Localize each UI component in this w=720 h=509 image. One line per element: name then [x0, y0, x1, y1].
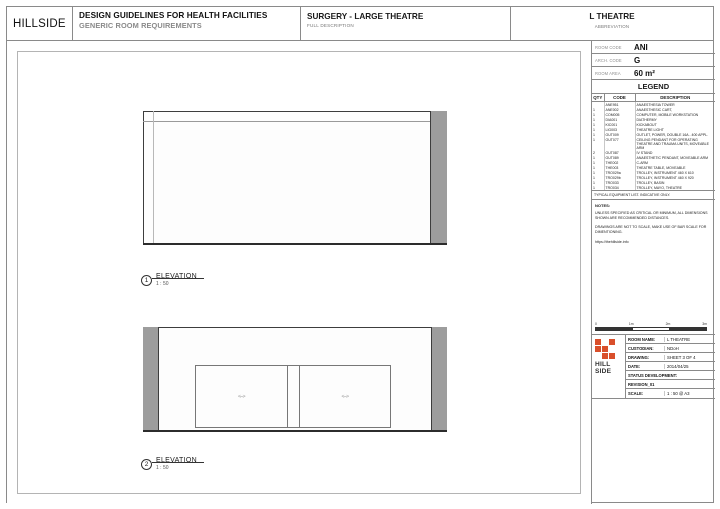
logo-wordmark — [595, 362, 623, 376]
bar-scale-tick: 3m — [702, 322, 707, 327]
logo-wordmark-line-1: HILL — [595, 361, 611, 369]
legend-note: TYPICAL EQUIPMENT LIST. INDICATIVE ONLY. — [592, 190, 715, 200]
field-status-value-row — [626, 380, 715, 389]
legend-qty: 2 — [592, 150, 604, 155]
logo-cell — [602, 346, 608, 352]
room-area-row — [592, 67, 715, 80]
room-description: SURGERY - LARGE THEATRE — [307, 12, 424, 21]
legend-desc: ANAESTHESIA TOWER — [636, 102, 675, 107]
legend-qty: 1 — [592, 180, 604, 185]
hillside-website-link[interactable]: https://thehillside.info — [595, 240, 629, 245]
field-room-name-value: L THEATRE — [664, 337, 715, 342]
legend-code: TRO029a — [604, 170, 635, 175]
elevation-2-left-wall-block — [143, 327, 159, 432]
field-status-value: REVISION_01 — [628, 381, 655, 387]
field-scale — [626, 389, 715, 398]
drawing-area — [7, 41, 592, 504]
elevation-1-tag-rule — [152, 278, 204, 279]
legend-qty: 1 — [592, 122, 604, 127]
door-leaf — [196, 366, 288, 427]
sheet-header — [7, 7, 713, 41]
legend-heading: LEGEND — [592, 80, 715, 94]
table-row — [592, 132, 715, 137]
arch-code-value: G — [634, 55, 641, 65]
elevation-1-scale: 1 : 50 — [156, 281, 169, 287]
field-scale-label: SCALE: — [628, 391, 644, 397]
elevation-1-tag — [141, 273, 197, 287]
field-drawing — [626, 353, 715, 362]
field-custodian-label: CUSTODIAN: — [628, 345, 654, 351]
legend-code: THE002 — [604, 160, 635, 165]
legend-desc: TROLLEY, INSTRUMENT 460 X 610 — [636, 170, 694, 175]
legend-code: KIC001 — [604, 122, 635, 127]
legend-desc: CEILING PENDANT FOR OPERATING THEATRE AND TRAUMA UNITS, MOVEABLE ARM — [636, 137, 709, 150]
field-date-label: DATE: — [628, 363, 641, 369]
legend-code: OUT009 — [604, 132, 635, 137]
legend-table — [592, 94, 715, 190]
legend-desc: TROLLEY, MAYO, THEATRE — [636, 185, 682, 190]
legend-desc: C-ARM — [636, 160, 648, 165]
legend-qty: 1 — [592, 112, 604, 117]
room-area-label: ROOM AREA — [595, 70, 621, 76]
notes-block — [592, 200, 715, 320]
bar-scale — [592, 320, 715, 335]
room-area-value: 60 m² — [634, 68, 655, 78]
bar-scale-tick: 0 — [595, 322, 597, 327]
brand-logo-text: HILLSIDE — [7, 7, 73, 40]
logo-grid-icon — [595, 339, 615, 359]
legend-code: ANE002 — [604, 107, 635, 112]
logo-cell — [595, 339, 601, 345]
legend-code: TRO034 — [604, 185, 635, 190]
elevation-2-drawing — [143, 327, 447, 432]
legend-code: COM005 — [604, 112, 635, 117]
legend-desc: OUTLET, POWER, DOUBLE 16A - 400 APPL. — [636, 132, 709, 137]
door-mullion — [288, 366, 300, 427]
room-code-value: ANI — [634, 42, 648, 52]
door-swing-arrow: <----> — [238, 393, 245, 400]
elevation-2-tag — [141, 457, 197, 471]
logo-wordmark-line-2: SIDE — [595, 368, 612, 376]
hillside-logo — [592, 335, 626, 398]
elevation-2-scale: 1 : 50 — [156, 465, 169, 471]
legend-qty: 1 — [592, 127, 604, 132]
bar-scale-graphic — [595, 327, 707, 331]
legend-desc: KICKABOUT — [636, 122, 657, 127]
legend-col-code: CODE — [604, 94, 635, 102]
elevation-1-title: ELEVATION — [156, 273, 197, 280]
legend-col-qty: QTY — [593, 95, 603, 100]
legend-qty: 1 — [592, 175, 604, 180]
legend-code: OUT077 — [604, 137, 635, 150]
door-swing-arrow: <----> — [341, 393, 348, 400]
field-status-label: STATUS DEVELOPMENT: — [628, 372, 677, 378]
field-room-name — [626, 335, 715, 344]
legend-desc: DIATHERMY — [636, 117, 657, 122]
bar-scale-segment — [596, 328, 633, 330]
legend-qty: 1 — [592, 185, 604, 190]
field-room-name-label: ROOM NAME: — [628, 336, 656, 342]
legend-qty: 1 — [592, 132, 604, 137]
table-row — [592, 137, 715, 150]
logo-cell — [609, 346, 615, 352]
field-drawing-label: DRAWING: — [628, 354, 650, 360]
logo-cell — [602, 353, 608, 359]
elevation-1-floor-line — [143, 243, 447, 245]
guideline-title-block — [73, 7, 301, 40]
legend-qty: 1 — [592, 117, 604, 122]
elevation-1-ceiling-line — [143, 121, 447, 122]
legend-code: THE003 — [604, 165, 635, 170]
field-custodian — [626, 344, 715, 353]
drawing-sheet — [6, 6, 714, 503]
room-abbreviation-block — [511, 7, 713, 40]
logo-cell — [609, 339, 615, 345]
legend-code: LIG003 — [604, 127, 635, 132]
legend-qty: 1 — [592, 160, 604, 165]
room-code-row — [592, 41, 715, 54]
legend-header-row — [592, 94, 715, 102]
elevation-1-left-wall-line — [153, 111, 154, 245]
elevation-2-door-assembly — [195, 365, 391, 428]
legend-qty: 1 — [592, 165, 604, 170]
legend-qty: 1 — [592, 170, 604, 175]
field-scale-value: 1 : 50 @ A3 — [664, 391, 715, 396]
logo-cell — [609, 353, 615, 359]
logo-cell — [595, 346, 601, 352]
bar-scale-tick: 1m — [628, 322, 634, 327]
field-drawing-value: SHEET 3 OF 4 — [664, 355, 715, 360]
legend-qty: 1 — [592, 155, 604, 160]
legend-desc: TROLLEY, BASIN — [636, 180, 665, 185]
bar-scale-segment — [670, 328, 706, 330]
room-abbreviation-caption: ABBREVIATION — [594, 24, 630, 29]
elevation-1-drawing — [143, 111, 447, 245]
legend-col-description: DESCRIPTION — [635, 94, 715, 102]
bar-scale-segment — [633, 328, 670, 330]
legend-code: TRO029b — [604, 175, 635, 180]
notes-heading: NOTES: — [595, 203, 611, 209]
table-row — [592, 155, 715, 160]
legend-desc: THEATRE TABLE, MOVEABLE — [636, 165, 686, 170]
legend-desc: TROLLEY, INSTRUMENT 460 X 920 — [636, 175, 694, 180]
table-row — [592, 112, 715, 117]
field-date-value: 2014/04/25 — [664, 364, 715, 369]
guideline-subtitle: GENERIC ROOM REQUIREMENTS — [79, 21, 202, 30]
elevation-2-tag-number: 2 — [141, 459, 152, 470]
legend-code: ANE951 — [604, 102, 635, 108]
legend-desc: THEATRE LIGHT — [636, 127, 664, 132]
field-date — [626, 362, 715, 371]
logo-cell — [595, 353, 601, 359]
logo-cell — [602, 339, 608, 345]
room-abbreviation: L THEATRE — [589, 12, 635, 21]
elevation-1-tag-number: 1 — [141, 275, 152, 286]
door-leaf — [300, 366, 391, 427]
legend-code: OUT087 — [604, 150, 635, 155]
title-block — [592, 335, 715, 399]
elevation-2-right-wall-block — [431, 327, 447, 432]
elevation-2-tag-rule — [152, 462, 204, 463]
title-block-fields — [626, 335, 715, 398]
elevation-1-right-wall-block — [430, 111, 447, 245]
notes-paragraph-2: DRAWINGS ARE NOT TO SCALE, MAKE USE OF BAR SCALE FOR DIMENTIONING. — [595, 225, 707, 235]
bar-scale-tick: 2m — [665, 322, 671, 327]
legend-desc: ANAESTHETIC PENDANT, MOVEABLE ARM — [636, 155, 709, 160]
arch-code-row — [592, 54, 715, 67]
arch-code-label: ARCH. CODE — [595, 57, 622, 63]
right-info-panel — [592, 41, 715, 504]
legend-code: DIA001 — [604, 117, 635, 122]
legend-code: TRO033 — [604, 180, 635, 185]
room-code-label: ROOM CODE — [595, 44, 622, 50]
legend-qty: 1 — [592, 107, 604, 112]
field-custodian-value: NDoH — [664, 346, 715, 351]
legend-code: OUT089 — [604, 155, 635, 160]
notes-paragraph-1: UNLESS SPECIFIED AS CRITICAL OR MINIMUM, ALL DIMENSIONS SHOWN ARE RECOMMENDED DISTANCES. — [595, 210, 708, 220]
legend-desc: IV STAND — [636, 150, 653, 155]
legend-desc: COMPUTER, MOBILE WORKSTATION — [636, 112, 699, 117]
guideline-title: DESIGN GUIDELINES FOR HEALTH FACILITIES — [79, 11, 268, 20]
legend-qty: 1 — [592, 137, 604, 150]
room-description-block — [301, 7, 511, 40]
room-description-caption: FULL DESCRIPTION — [307, 23, 354, 28]
elevation-2-floor-line — [143, 430, 447, 432]
legend-desc: ANAESTHESIC CART, — [636, 107, 673, 112]
bar-scale-ticks — [595, 322, 707, 326]
field-status-label-row — [626, 371, 715, 380]
elevation-1-outline — [143, 111, 447, 245]
elevation-2-title: ELEVATION — [156, 457, 197, 464]
